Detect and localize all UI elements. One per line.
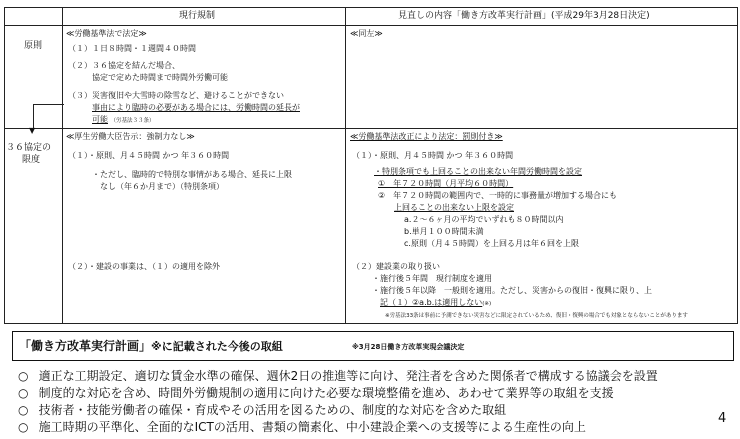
review-limit-line1: （１）・原則、月４５時間 かつ 年３６０時間 (352, 151, 514, 160)
review-limit-line2: ・特別条項でも上回ることの出来ない年間労働時間を設定 (374, 167, 582, 176)
list-item: ○ 施工時期の平準化、全面的なICTの活用、書類の簡素化、中小建設企業への支援等による生産性の向上 (18, 420, 586, 434)
review-limit-line7: b.単月１００時間未満 (404, 227, 484, 236)
current-principle-heading: ≪労働基準法で法定≫ (66, 29, 147, 38)
list-item: ○ 制度的な対応を含め、時間外労働規制の適用に向けた必要な環境整備を進め、あわせて業界等の取組を支援 (18, 386, 614, 400)
current-principle-line3c (92, 115, 155, 125)
current-principle-line1: （１）１日８時間・１週間４０時間 (68, 44, 196, 53)
row-label-principle: 原則 (24, 41, 43, 51)
review-limit-footnote: ※労基法33条は事前に予測できない災害などに限定されているため、復旧・復興の場合でも対象とならないことがあります (385, 313, 688, 319)
list-item: ○ 技術者・技能労働者の確保・育成やその活用を図るための、制度的な対応を含めた取組 (18, 403, 507, 417)
page-number: 4 (718, 411, 727, 426)
header-current: 現行規制 (179, 11, 216, 21)
review-limit-heading: ≪労働基準法改正により法定：罰則付き≫ (350, 132, 503, 141)
list-item: ○ 適正な工期設定、適切な賃金水準の確保、週休2日の推進等に向け、発注者を含めた関係者で構成する協議会を設置 (18, 369, 658, 383)
row-label-limit-2: 限度 (22, 155, 41, 165)
current-principle-line3b: 事由により臨時の必要がある場合には、労働時間の延長が (92, 103, 300, 112)
review-limit-line11: ・施行後５年以降 一般則を適用。ただし、災害からの復旧・復興に限り、上 (372, 286, 652, 295)
agenda-title-box (12, 331, 734, 361)
current-limit-line3: （２）・建設の事業は、（１）の適用を除外 (68, 262, 220, 271)
review-limit-line10: ・施行後５年間 現行制度を適用 (372, 274, 492, 283)
review-limit-line9: （２）建設業の取り扱い (352, 262, 440, 271)
review-limit-line3: ① 年７２０時間（月平均６０時間） (378, 179, 514, 188)
possible-text: 可能 (92, 115, 108, 124)
circle-bullet-icon: ○ (18, 369, 29, 383)
current-principle-line3a: （３）災害復旧や大雪時の除雪など、避けることができない (68, 91, 284, 100)
current-principle-line2b: 協定で定めた時間まで時間外労働可能 (92, 73, 228, 82)
review-limit-line12: 記（１）②a.b.は適用しない(※) (380, 298, 492, 307)
review-principle-heading: ≪同左≫ (350, 29, 383, 38)
circle-bullet-icon: ○ (18, 403, 29, 417)
circle-bullet-icon: ○ (18, 420, 29, 434)
review-limit-line6: a.２～６ヶ月の平均でいずれも８０時間以内 (404, 215, 564, 224)
current-limit-line2a: ・ただし、臨時的で特別な事情がある場合、延長に上限 (92, 170, 292, 179)
row-label-limit-1: ３６協定の (6, 143, 52, 153)
current-principle-line2a: （２）３６協定を結んだ場合、 (68, 61, 180, 70)
labor-law-note: （労基法３３条） (110, 118, 155, 124)
current-limit-heading: ≪厚生労働大臣告示：強制力なし≫ (66, 132, 195, 141)
agenda-title: 「働き方改革実行計画」※に記載された今後の取組 (19, 339, 283, 353)
header-review: 見直しの内容「働き方改革実行計画」(平成29年3月28日決定) (398, 11, 650, 21)
down-arrow-icon: ▼ (29, 126, 36, 135)
agenda-title-note: ※3月28日働き方改革実現会議決定 (352, 343, 465, 351)
review-limit-line8: c.原則（月４５時間）を上回る月は年６回を上限 (404, 239, 579, 248)
circle-bullet-icon: ○ (18, 386, 29, 400)
current-limit-line2b: なし（年６か月まで）（特別条項） (100, 182, 224, 191)
current-limit-line1: （１）・原則、月４５時間 かつ 年３６０時間 (68, 151, 230, 160)
review-limit-line4: ② 年７２０時間の範囲内で、一時的に事務量が増加する場合にも (378, 191, 618, 200)
review-limit-line5: 上回ることの出来ない上限を設定 (394, 203, 514, 212)
